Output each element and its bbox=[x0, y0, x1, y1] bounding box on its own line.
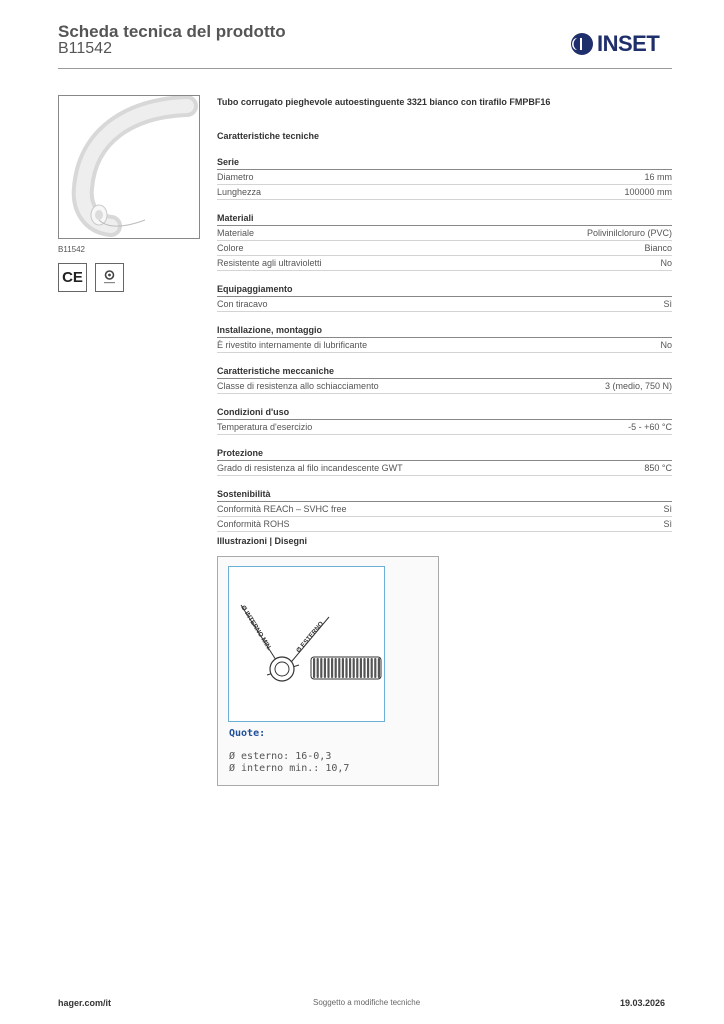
footer-note: Soggetto a modifiche tecniche bbox=[313, 998, 421, 1007]
product-code: B11542 bbox=[58, 40, 112, 57]
quote-inner-diameter: Ø interno min.: 10,7 bbox=[229, 763, 350, 774]
section-equipaggiamento bbox=[217, 283, 672, 312]
spec-label: Lunghezza bbox=[217, 187, 262, 197]
product-description: Tubo corrugato pieghevole autoestinguente 3321 bianco con tirafilo FMPBF16 bbox=[217, 97, 551, 107]
tech-specs-title: Caratteristiche tecniche bbox=[217, 131, 320, 141]
spec-panel bbox=[217, 95, 672, 532]
spec-value: Sì bbox=[663, 504, 672, 514]
spec-label: È rivestito internamente di lubrificante bbox=[217, 340, 368, 350]
footer-date: 19.03.2026 bbox=[620, 998, 666, 1008]
spec-row bbox=[217, 170, 672, 185]
footer-website: hager.com/it bbox=[58, 998, 112, 1008]
section-title: Sostenibilità bbox=[217, 488, 672, 502]
spec-label: Diametro bbox=[217, 172, 254, 182]
spec-row bbox=[217, 226, 672, 241]
technical-drawing bbox=[217, 556, 439, 786]
header-divider bbox=[58, 68, 672, 69]
spec-label: Con tiracavo bbox=[217, 299, 268, 309]
spec-row bbox=[217, 379, 672, 394]
drawing-frame bbox=[228, 566, 385, 722]
spec-label: Conformità REACh – SVHC free bbox=[217, 504, 347, 514]
label-outer-diameter: Ø ESTERNO bbox=[295, 620, 326, 655]
tube-rib bbox=[374, 658, 376, 678]
label-inner-diameter: Ø INTERNO MIN. bbox=[239, 604, 273, 652]
tube-rib bbox=[313, 658, 315, 678]
spec-value: -5 - +60 °C bbox=[628, 422, 672, 432]
page-title: Scheda tecnica del prodotto bbox=[58, 22, 286, 41]
spec-value: Polivinilcloruro (PVC) bbox=[586, 228, 672, 238]
spec-label: Classe di resistenza allo schiacciamento bbox=[217, 381, 379, 391]
section-protezione bbox=[217, 447, 672, 476]
spec-value: No bbox=[660, 258, 672, 268]
tube-rib bbox=[342, 658, 344, 678]
spec-row bbox=[217, 297, 672, 312]
imq-mark-icon bbox=[95, 263, 124, 292]
tube-rib bbox=[349, 658, 351, 678]
section-title: Serie bbox=[217, 156, 672, 170]
logo-mark-icon bbox=[570, 32, 594, 56]
section-title: Materiali bbox=[217, 212, 672, 226]
brand-logo bbox=[570, 31, 659, 57]
section-materiali bbox=[217, 212, 672, 271]
spec-row bbox=[217, 517, 672, 532]
spec-value: 850 °C bbox=[644, 463, 672, 473]
tube-rib bbox=[317, 658, 319, 678]
spec-row bbox=[217, 502, 672, 517]
spec-label: Grado di resistenza al filo incandescente GWT bbox=[217, 463, 403, 473]
spec-label: Conformità ROHS bbox=[217, 519, 290, 529]
spec-label: Colore bbox=[217, 243, 244, 253]
spec-row bbox=[217, 256, 672, 271]
section-condizioni bbox=[217, 406, 672, 435]
tube-rib bbox=[335, 658, 337, 678]
section-title: Equipaggiamento bbox=[217, 283, 672, 297]
section-title: Installazione, montaggio bbox=[217, 324, 672, 338]
photo-caption: B11542 bbox=[58, 245, 85, 254]
spec-value: No bbox=[660, 340, 672, 350]
product-photo bbox=[58, 95, 200, 239]
spec-value: 100000 mm bbox=[624, 187, 672, 197]
tube-rib bbox=[378, 658, 380, 678]
tube-rib bbox=[363, 658, 365, 678]
tube-rib bbox=[345, 658, 347, 678]
illustrations-title: Illustrazioni | Disegni bbox=[217, 536, 308, 546]
tube-rib bbox=[353, 658, 355, 678]
spec-label: Temperatura d'esercizio bbox=[217, 422, 313, 432]
spec-value: 16 mm bbox=[644, 172, 672, 182]
tube-rib bbox=[338, 658, 340, 678]
spec-value: Bianco bbox=[644, 243, 672, 253]
ce-mark-icon: CE bbox=[58, 263, 87, 292]
spec-row bbox=[217, 241, 672, 256]
tube-rib bbox=[356, 658, 358, 678]
quote-outer-diameter: Ø esterno: 16-0,3 bbox=[229, 751, 332, 762]
tube-rib bbox=[320, 658, 322, 678]
spec-row bbox=[217, 338, 672, 353]
spec-row bbox=[217, 420, 672, 435]
logo-text: INSET bbox=[597, 31, 660, 56]
spec-row bbox=[217, 185, 672, 200]
spec-value: 3 (medio, 750 N) bbox=[604, 381, 672, 391]
section-title: Condizioni d'uso bbox=[217, 406, 672, 420]
section-sostenibilita bbox=[217, 488, 672, 532]
section-installazione bbox=[217, 324, 672, 353]
spec-label: Resistente agli ultravioletti bbox=[217, 258, 322, 268]
section-title: Protezione bbox=[217, 447, 672, 461]
section-serie bbox=[217, 156, 672, 200]
tube-rib bbox=[331, 658, 333, 678]
section-meccaniche bbox=[217, 365, 672, 394]
tube-rib bbox=[327, 658, 329, 678]
spec-value: Sì bbox=[663, 299, 672, 309]
tube-side-view bbox=[311, 657, 381, 679]
quote-label: Quote: bbox=[229, 728, 266, 739]
section-title: Caratteristiche meccaniche bbox=[217, 365, 672, 379]
spec-label: Materiale bbox=[217, 228, 255, 238]
spec-row bbox=[217, 461, 672, 476]
tube-rib bbox=[324, 658, 326, 678]
spec-value: Sì bbox=[663, 519, 672, 529]
tube-rib bbox=[367, 658, 369, 678]
tube-rib bbox=[371, 658, 373, 678]
tube-rib bbox=[360, 658, 362, 678]
